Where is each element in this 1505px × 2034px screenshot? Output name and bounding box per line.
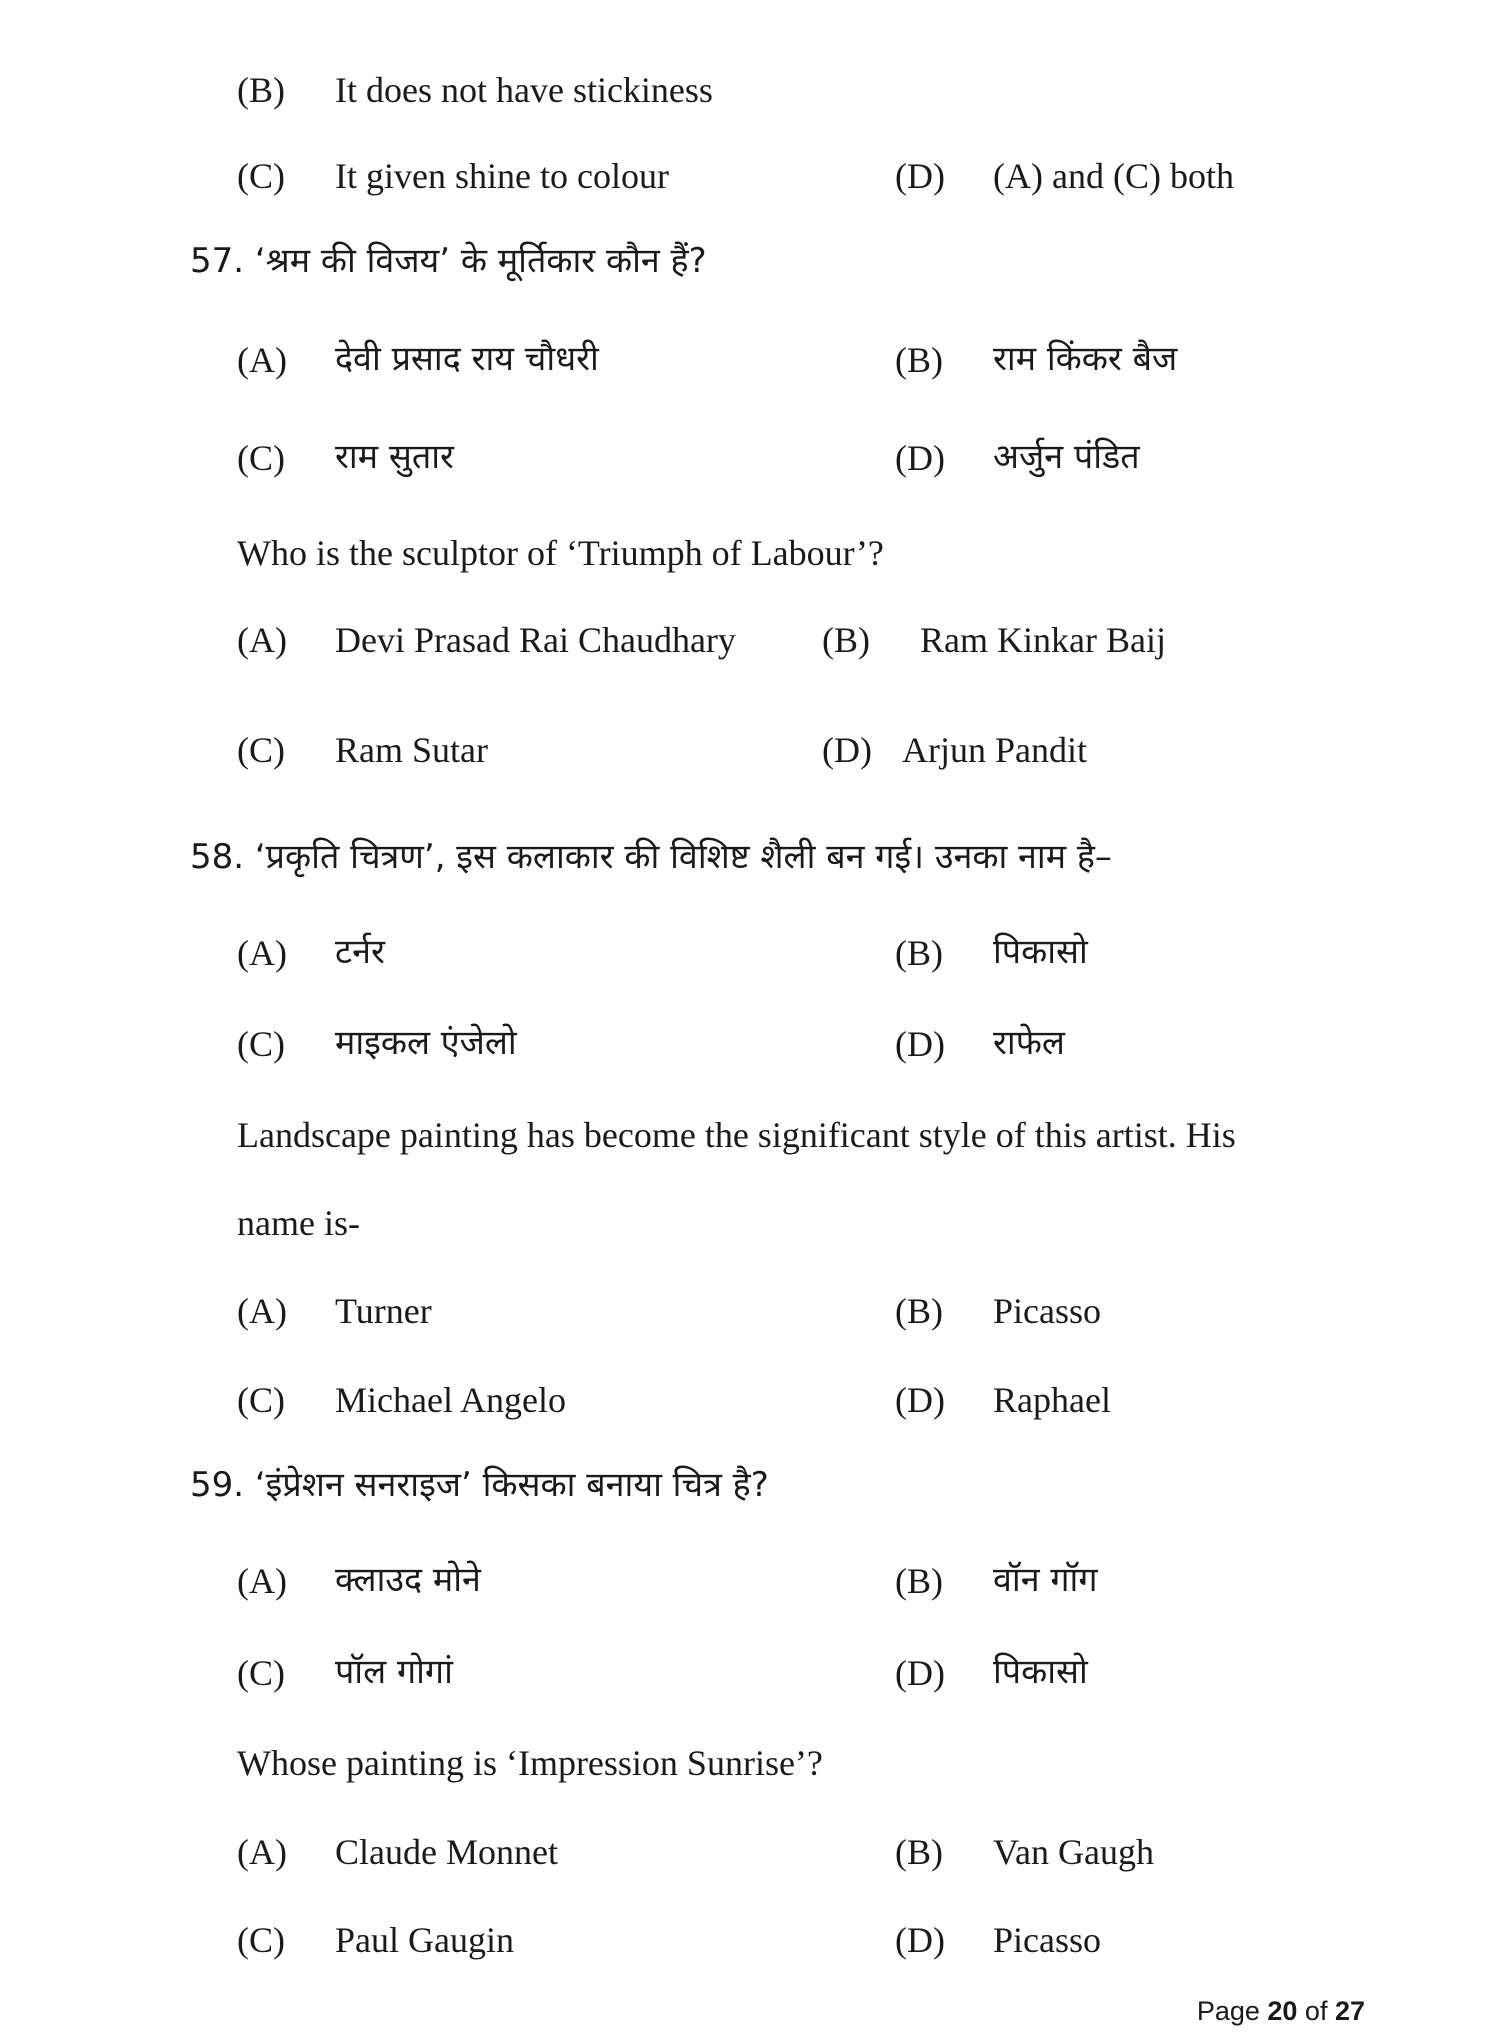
page-middle: of xyxy=(1297,1996,1335,2026)
option-label: (C) xyxy=(237,1920,285,1960)
option-label: (C) xyxy=(237,730,285,770)
question-57-english: Who is the sculptor of ‘Triumph of Labour’? xyxy=(237,533,884,573)
option-text: पिकासो xyxy=(993,932,1088,972)
question-58-english-line2: name is- xyxy=(237,1203,360,1243)
option-text: Arjun Pandit xyxy=(902,730,1087,770)
option-label: (A) xyxy=(237,1561,287,1601)
option-label: (C) xyxy=(237,1653,285,1693)
option-label: (C) xyxy=(237,1024,285,1064)
option-label: (A) xyxy=(237,620,287,660)
total-pages: 27 xyxy=(1334,1996,1365,2026)
option-text: माइकल एंजेलो xyxy=(335,1023,517,1063)
option-label: (D) xyxy=(822,730,872,770)
option-text: Michael Angelo xyxy=(335,1380,566,1420)
question-59-english: Whose painting is ‘Impression Sunrise’? xyxy=(237,1743,823,1783)
option-text: पिकासो xyxy=(993,1652,1088,1692)
option-text: Ram Sutar xyxy=(335,730,488,770)
page-prefix: Page xyxy=(1196,1996,1268,2026)
option-label: (A) xyxy=(237,1832,287,1872)
option-label: (B) xyxy=(237,70,285,110)
option-text: पॉल गोगां xyxy=(335,1652,453,1692)
option-label: (C) xyxy=(237,156,285,196)
option-label: (A) xyxy=(237,340,287,380)
option-text: वॉन गॉग xyxy=(993,1560,1098,1600)
option-text: Van Gaugh xyxy=(993,1832,1154,1872)
option-text: देवी प्रसाद राय चौधरी xyxy=(335,339,599,379)
option-text: Ram Kinkar Baij xyxy=(920,620,1166,660)
option-text: (A) and (C) both xyxy=(993,156,1234,196)
option-label: (B) xyxy=(895,1291,943,1331)
option-text: राफेल xyxy=(993,1023,1065,1063)
option-text: Picasso xyxy=(993,1291,1101,1331)
option-label: (D) xyxy=(895,1653,945,1693)
question-58-english-line1: Landscape painting has become the significant style of this artist. His xyxy=(237,1115,1236,1155)
option-text: Devi Prasad Rai Chaudhary xyxy=(335,620,736,660)
question-59-hindi: 59. ‘इंप्रेशन सनराइज’ किसका बनाया चित्र है? xyxy=(190,1465,769,1505)
option-text: अर्जुन पंडित xyxy=(993,437,1140,477)
option-label: (B) xyxy=(895,1832,943,1872)
option-label: (B) xyxy=(822,620,870,660)
question-57-hindi: 57. ‘श्रम की विजय’ के मूर्तिकार कौन हैं? xyxy=(190,241,707,281)
option-label: (B) xyxy=(895,1561,943,1601)
option-text: It given shine to colour xyxy=(335,156,669,196)
option-text: टर्नर xyxy=(335,932,385,972)
option-label: (A) xyxy=(237,933,287,973)
option-text: Picasso xyxy=(993,1920,1101,1960)
question-58-hindi: 58. ‘प्रकृति चित्रण’, इस कलाकार की विशिष्ट शैली बन गई। उनका नाम है– xyxy=(190,837,1112,877)
option-text: क्लाउद मोने xyxy=(335,1560,481,1600)
option-text: Claude Monnet xyxy=(335,1832,558,1872)
option-text: Raphael xyxy=(993,1380,1111,1420)
option-label: (D) xyxy=(895,438,945,478)
option-text: Paul Gaugin xyxy=(335,1920,514,1960)
current-page: 20 xyxy=(1267,1996,1298,2026)
option-text: Turner xyxy=(335,1291,432,1331)
option-label: (D) xyxy=(895,1024,945,1064)
option-text: राम सुतार xyxy=(335,437,454,477)
option-label: (B) xyxy=(895,933,943,973)
option-label: (D) xyxy=(895,1380,945,1420)
option-label: (C) xyxy=(237,1380,285,1420)
option-label: (C) xyxy=(237,438,285,478)
option-label: (B) xyxy=(895,340,943,380)
option-label: (D) xyxy=(895,1920,945,1960)
option-label: (D) xyxy=(895,156,945,196)
option-text: राम किंकर बैज xyxy=(993,339,1178,379)
option-text: It does not have stickiness xyxy=(335,70,713,110)
page-number xyxy=(1197,1996,1365,2027)
option-label: (A) xyxy=(237,1291,287,1331)
